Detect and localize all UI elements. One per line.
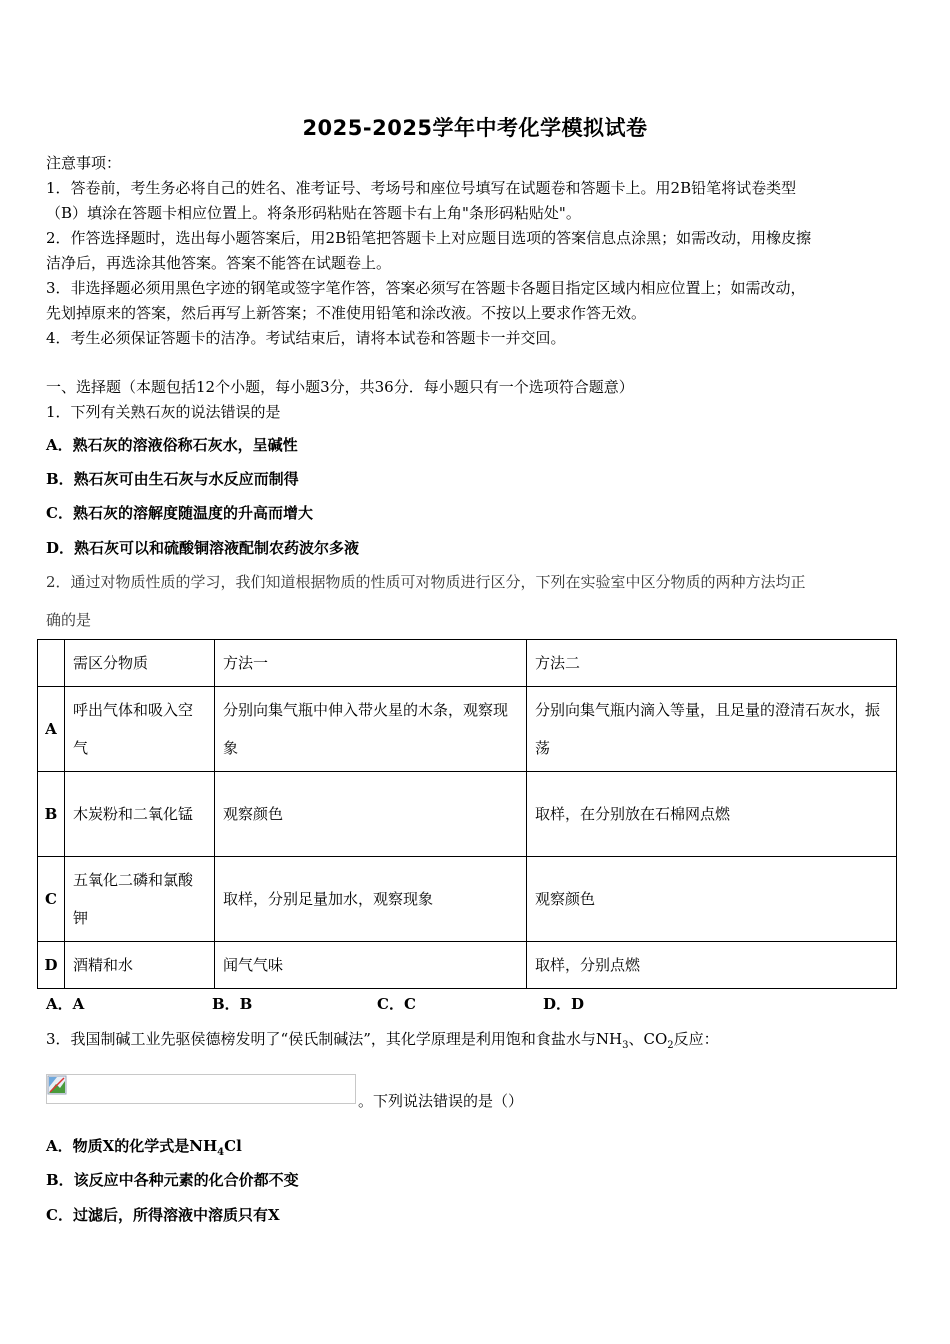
- question-3-stem: [46, 1028, 719, 1051]
- question-3-stem-cont: 。下列说法错误的是（）: [358, 1092, 524, 1110]
- table-cell: 五氧化二磷和氯酸钾: [65, 857, 215, 942]
- table-header: 需区分物质: [65, 640, 215, 687]
- table-cell: 分别向集气瓶中伸入带火星的木条，观察现象: [215, 687, 527, 772]
- subscript: 2: [667, 1040, 674, 1051]
- question-1-option-d: D．熟石灰可以和硫酸铜溶液配制农药波尔多液: [46, 539, 360, 557]
- equation-image-placeholder: [46, 1074, 356, 1104]
- question-1-option-a: A．熟石灰的溶液俗称石灰水，呈碱性: [46, 436, 298, 454]
- page-title: 2025-2025学年中考化学模拟试卷: [302, 116, 648, 140]
- table-cell: 观察颜色: [215, 772, 527, 857]
- table-cell: 闻气气味: [215, 942, 527, 989]
- notes-line: 2．作答选择题时，选出每小题答案后，用2B铅笔把答题卡上对应题目选项的答案信息点涂黑；如需改动，用橡皮擦: [46, 229, 812, 247]
- row-label: B: [38, 772, 65, 857]
- row-label: A: [38, 687, 65, 772]
- option-text: Cl: [224, 1137, 242, 1155]
- option-text: A．物质X的化学式是NH: [46, 1137, 218, 1155]
- table-header: 方法二: [527, 640, 897, 687]
- notes-line: （B）填涂在答题卡相应位置上。将条形码粘贴在答题卡右上角"条形码粘贴处"。: [46, 204, 581, 222]
- question-3-stem-part: 、CO: [628, 1030, 668, 1048]
- question-2-table: [37, 639, 897, 989]
- question-2-answer-a: A．A: [46, 995, 85, 1013]
- table-cell: 木炭粉和二氧化锰: [65, 772, 215, 857]
- question-1-stem: 1．下列有关熟石灰的说法错误的是: [46, 403, 281, 421]
- table-header-row: [38, 640, 897, 687]
- broken-image-icon: [47, 1075, 67, 1095]
- table-cell: 分别向集气瓶内滴入等量，且足量的澄清石灰水，振荡: [527, 687, 897, 772]
- subscript: 3: [622, 1040, 629, 1051]
- row-label: D: [38, 942, 65, 989]
- question-2-stem-cont: 确的是: [46, 611, 92, 629]
- question-3-option-a: [46, 1135, 242, 1158]
- question-3-option-b: B．该反应中各种元素的化合价都不变: [46, 1171, 299, 1189]
- question-3-stem-part: 3．我国制碱工业先驱侯德榜发明了“侯氏制碱法”，其化学原理是利用饱和食盐水与NH: [46, 1030, 623, 1048]
- table-header: 方法一: [215, 640, 527, 687]
- notes-line: 洁净后，再选涂其他答案。答案不能答在试题卷上。: [46, 254, 392, 272]
- row-label: C: [38, 857, 65, 942]
- table-cell: 取样，分别足量加水，观察现象: [215, 857, 527, 942]
- table-row: [38, 857, 897, 942]
- subscript: 4: [217, 1147, 225, 1158]
- notes-line: 3．非选择题必须用黑色字迹的钢笔或签字笔作答，答案必须写在答题卡各题目指定区域内相应位置上；如需改动，: [46, 279, 806, 297]
- table-cell: 酒精和水: [65, 942, 215, 989]
- question-1-option-c: C．熟石灰的溶解度随温度的升高而增大: [46, 504, 313, 522]
- notes-line: 1．答卷前，考生务必将自己的姓名、准考证号、考场号和座位号填写在试题卷和答题卡上。用2B铅笔将试卷类型: [46, 179, 797, 197]
- question-3-option-c: C．过滤后，所得溶液中溶质只有X: [46, 1206, 280, 1224]
- section-heading: 一、选择题（本题包括12个小题，每小题3分，共36分．每小题只有一个选项符合题意）: [46, 378, 634, 396]
- question-2-stem: 2．通过对物质性质的学习，我们知道根据物质的性质可对物质进行区分，下列在实验室中区分物质的两种方法均正: [46, 573, 806, 591]
- question-1-option-b: B．熟石灰可由生石灰与水反应而制得: [46, 470, 299, 488]
- table-cell: 呼出气体和吸入空气: [65, 687, 215, 772]
- table-row: [38, 772, 897, 857]
- table-cell: 取样，分别点燃: [527, 942, 897, 989]
- notes-heading: 注意事项：: [46, 154, 122, 172]
- table-cell: 取样，在分别放在石棉网点燃: [527, 772, 897, 857]
- question-3-stem-part: 反应：: [673, 1030, 719, 1048]
- table-row: [38, 942, 897, 989]
- table-row: [38, 687, 897, 772]
- question-2-answer-b: B．B: [212, 995, 253, 1013]
- table-cell: [38, 640, 65, 687]
- question-2-answer-d: D．D: [543, 995, 585, 1013]
- table-cell: 观察颜色: [527, 857, 897, 942]
- notes-line: 先划掉原来的答案，然后再写上新答案；不准使用铅笔和涂改液。不按以上要求作答无效。: [46, 304, 647, 322]
- notes-line: 4．考生必须保证答题卡的洁净。考试结束后，请将本试卷和答题卡一并交回。: [46, 329, 566, 347]
- question-2-answer-c: C．C: [377, 995, 416, 1013]
